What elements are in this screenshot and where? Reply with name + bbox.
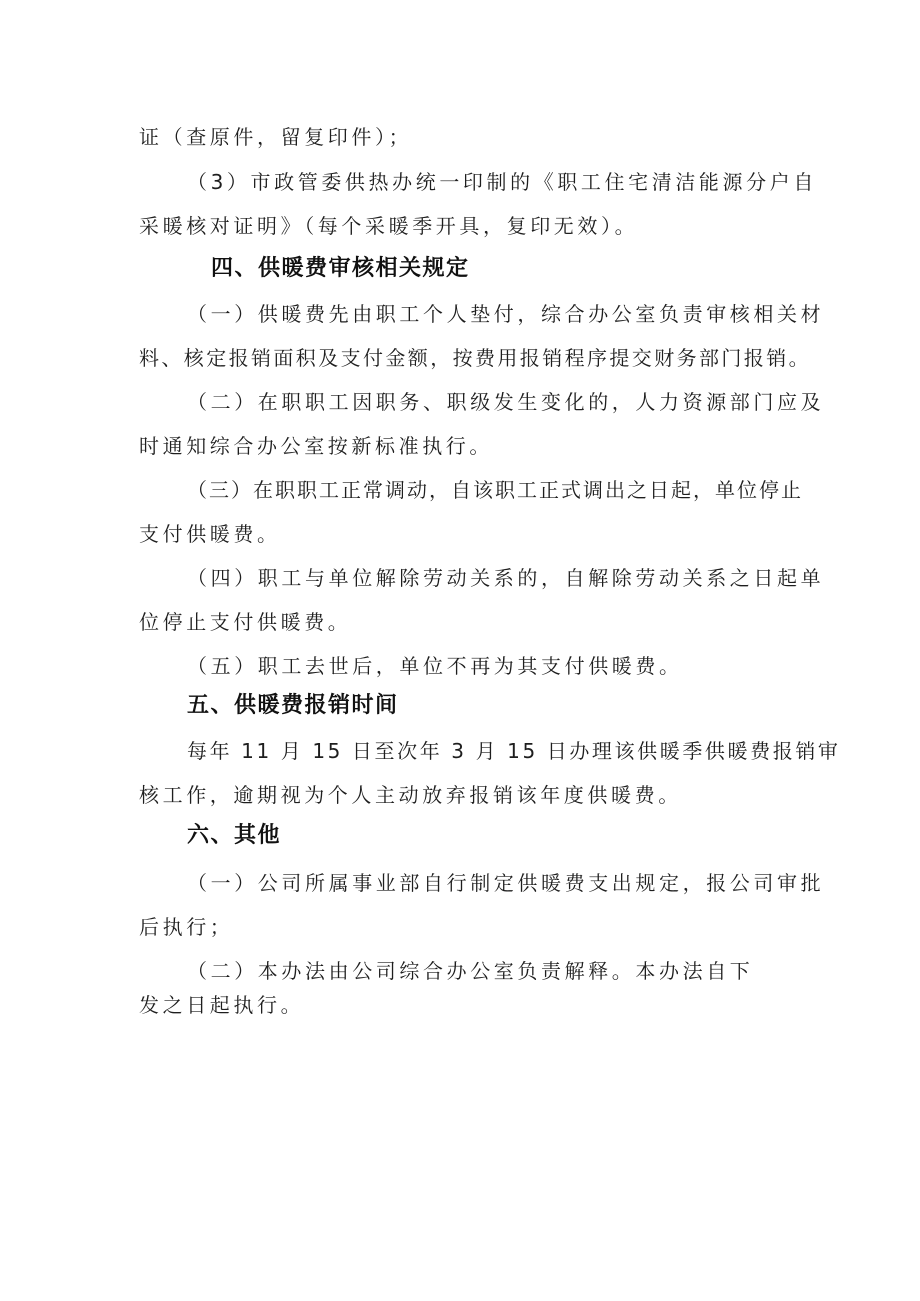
paragraph-line: （五）职工去世后，单位不再为其支付供暖费。 xyxy=(187,654,683,678)
section-heading: 六、其他 xyxy=(187,823,282,848)
paragraph-line: （二）本办法由公司综合办公室负责解释。本办法自下 xyxy=(187,959,754,983)
paragraph-line: 发之日起执行。 xyxy=(139,993,305,1017)
section-heading: 四、供暖费审核相关规定 xyxy=(211,256,470,281)
paragraph-line: （二）在职职工因职务、职级发生变化的，人力资源部门应及 xyxy=(187,390,825,414)
section-heading: 五、供暖费报销时间 xyxy=(187,693,399,718)
paragraph-line: 证（查原件，留复印件）； xyxy=(139,125,413,149)
paragraph-line: 后执行； xyxy=(139,915,234,939)
paragraph-line: 支付供暖费。 xyxy=(139,522,281,546)
paragraph-line: （四）职工与单位解除劳动关系的，自解除劳动关系之日起单 xyxy=(187,566,825,590)
paragraph-line: 每年 11 月 15 日至次年 3 月 15 日办理该供暖季供暖费报销审 xyxy=(187,739,841,763)
paragraph-line: （一）供暖费先由职工个人垫付，综合办公室负责审核相关材 xyxy=(187,302,825,326)
paragraph-line: 料、核定报销面积及支付金额，按费用报销程序提交财务部门报销。 xyxy=(139,346,811,370)
paragraph-line: （三）在职职工正常调动，自该职工正式调出之日起，单位停止 xyxy=(187,478,803,502)
paragraph-line: （3）市政管委供热办统一印制的《职工住宅清洁能源分户自 xyxy=(187,170,817,194)
paragraph-line: 时通知综合办公室按新标准执行。 xyxy=(139,434,493,458)
paragraph-line: （一）公司所属事业部自行制定供暖费支出规定，报公司审批 xyxy=(187,871,825,895)
paragraph-line: 采暖核对证明》（每个采暖季开具，复印无效）。 xyxy=(139,214,639,238)
paragraph-line: 核工作，逾期视为个人主动放弃报销该年度供暖费。 xyxy=(139,783,682,807)
paragraph-line: 位停止支付供暖费。 xyxy=(139,610,352,634)
